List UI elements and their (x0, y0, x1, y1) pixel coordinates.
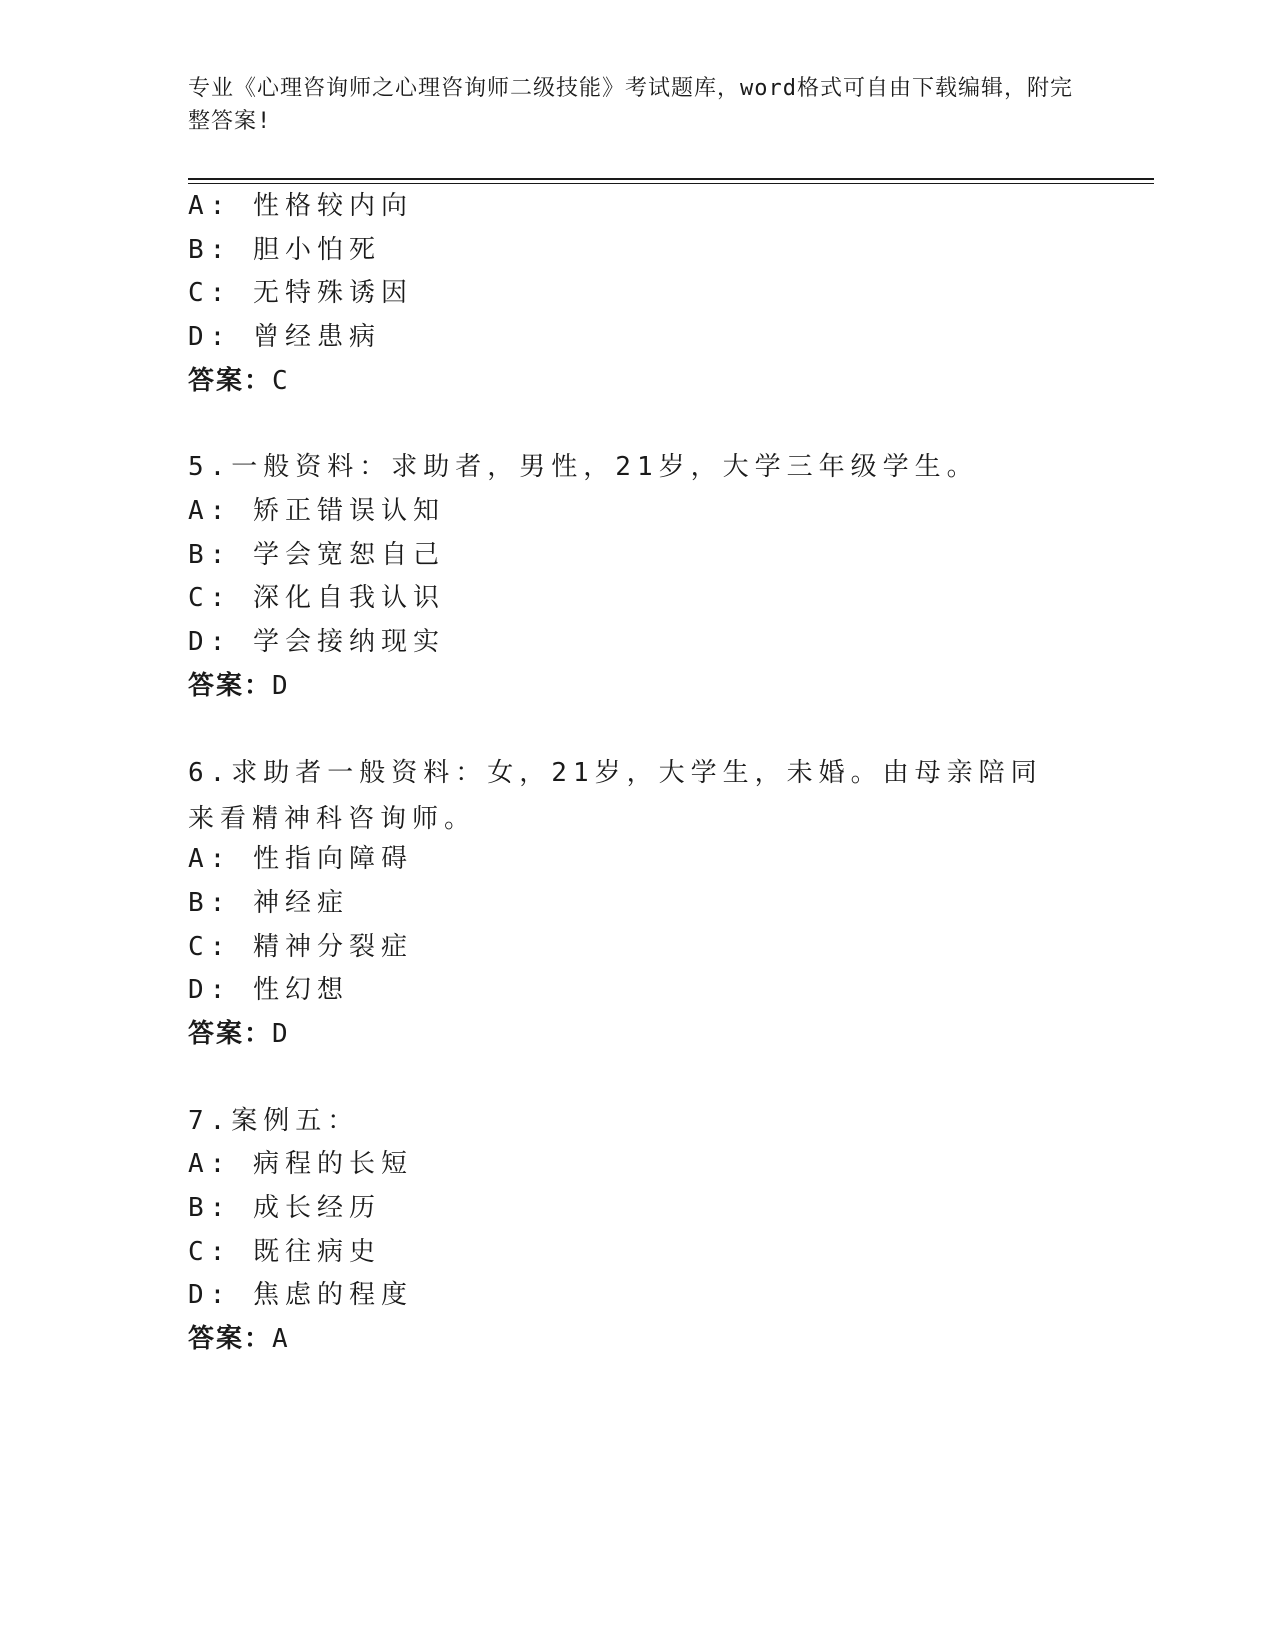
q4-answer-value: C (272, 366, 290, 396)
q6-option-a: A: 性指向障碍 (188, 844, 413, 874)
q5-option-a: A: 矫正错误认知 (188, 496, 445, 526)
q5-option-d: D: 学会接纳现实 (188, 627, 445, 657)
q5-question: 5.一般资料：求助者，男性，21岁，大学三年级学生。 (188, 452, 979, 482)
q5-option-c: C: 深化自我认识 (188, 583, 445, 613)
q6-answer (188, 1018, 290, 1050)
q6-option-c: C: 精神分裂症 (188, 932, 413, 962)
q7-option-a: A: 病程的长短 (188, 1149, 413, 1179)
q4-option-b: B: 胆小怕死 (188, 235, 381, 265)
q6-question: 6.求助者一般资料：女，21岁，大学生，未婚。由母亲陪同来看精神科咨询师。 (188, 758, 1043, 834)
q7-answer (188, 1323, 290, 1355)
q6-option-b: B: 神经症 (188, 888, 349, 918)
q5-answer-label: 答案： (188, 671, 273, 701)
q4-answer (188, 365, 290, 397)
q7-option-c: C: 既往病史 (188, 1237, 381, 1267)
q4-option-d: D: 曾经患病 (188, 322, 381, 352)
q6-option-d: D: 性幻想 (188, 975, 349, 1005)
q7-answer-label: 答案： (188, 1324, 273, 1354)
document-header: 专业《心理咨询师之心理咨询师二级技能》考试题库，word格式可自由下载编辑，附完整答案! (188, 76, 1073, 134)
q6-answer-value: D (272, 1019, 290, 1049)
q6-answer-label: 答案： (188, 1019, 273, 1049)
q7-option-b: B: 成长经历 (188, 1193, 381, 1223)
q4-option-c: C: 无特殊诱因 (188, 278, 413, 308)
q5-answer (188, 670, 290, 702)
q7-option-d: D: 焦虑的程度 (188, 1280, 413, 1310)
q4-option-a: A: 性格较内向 (188, 191, 413, 221)
q7-answer-value: A (272, 1324, 290, 1354)
q5-option-b: B: 学会宽恕自己 (188, 540, 445, 570)
q5-answer-value: D (272, 671, 290, 701)
q4-answer-label: 答案： (188, 366, 273, 396)
q7-question: 7.案例五： (188, 1106, 360, 1136)
header-divider (188, 178, 1154, 184)
